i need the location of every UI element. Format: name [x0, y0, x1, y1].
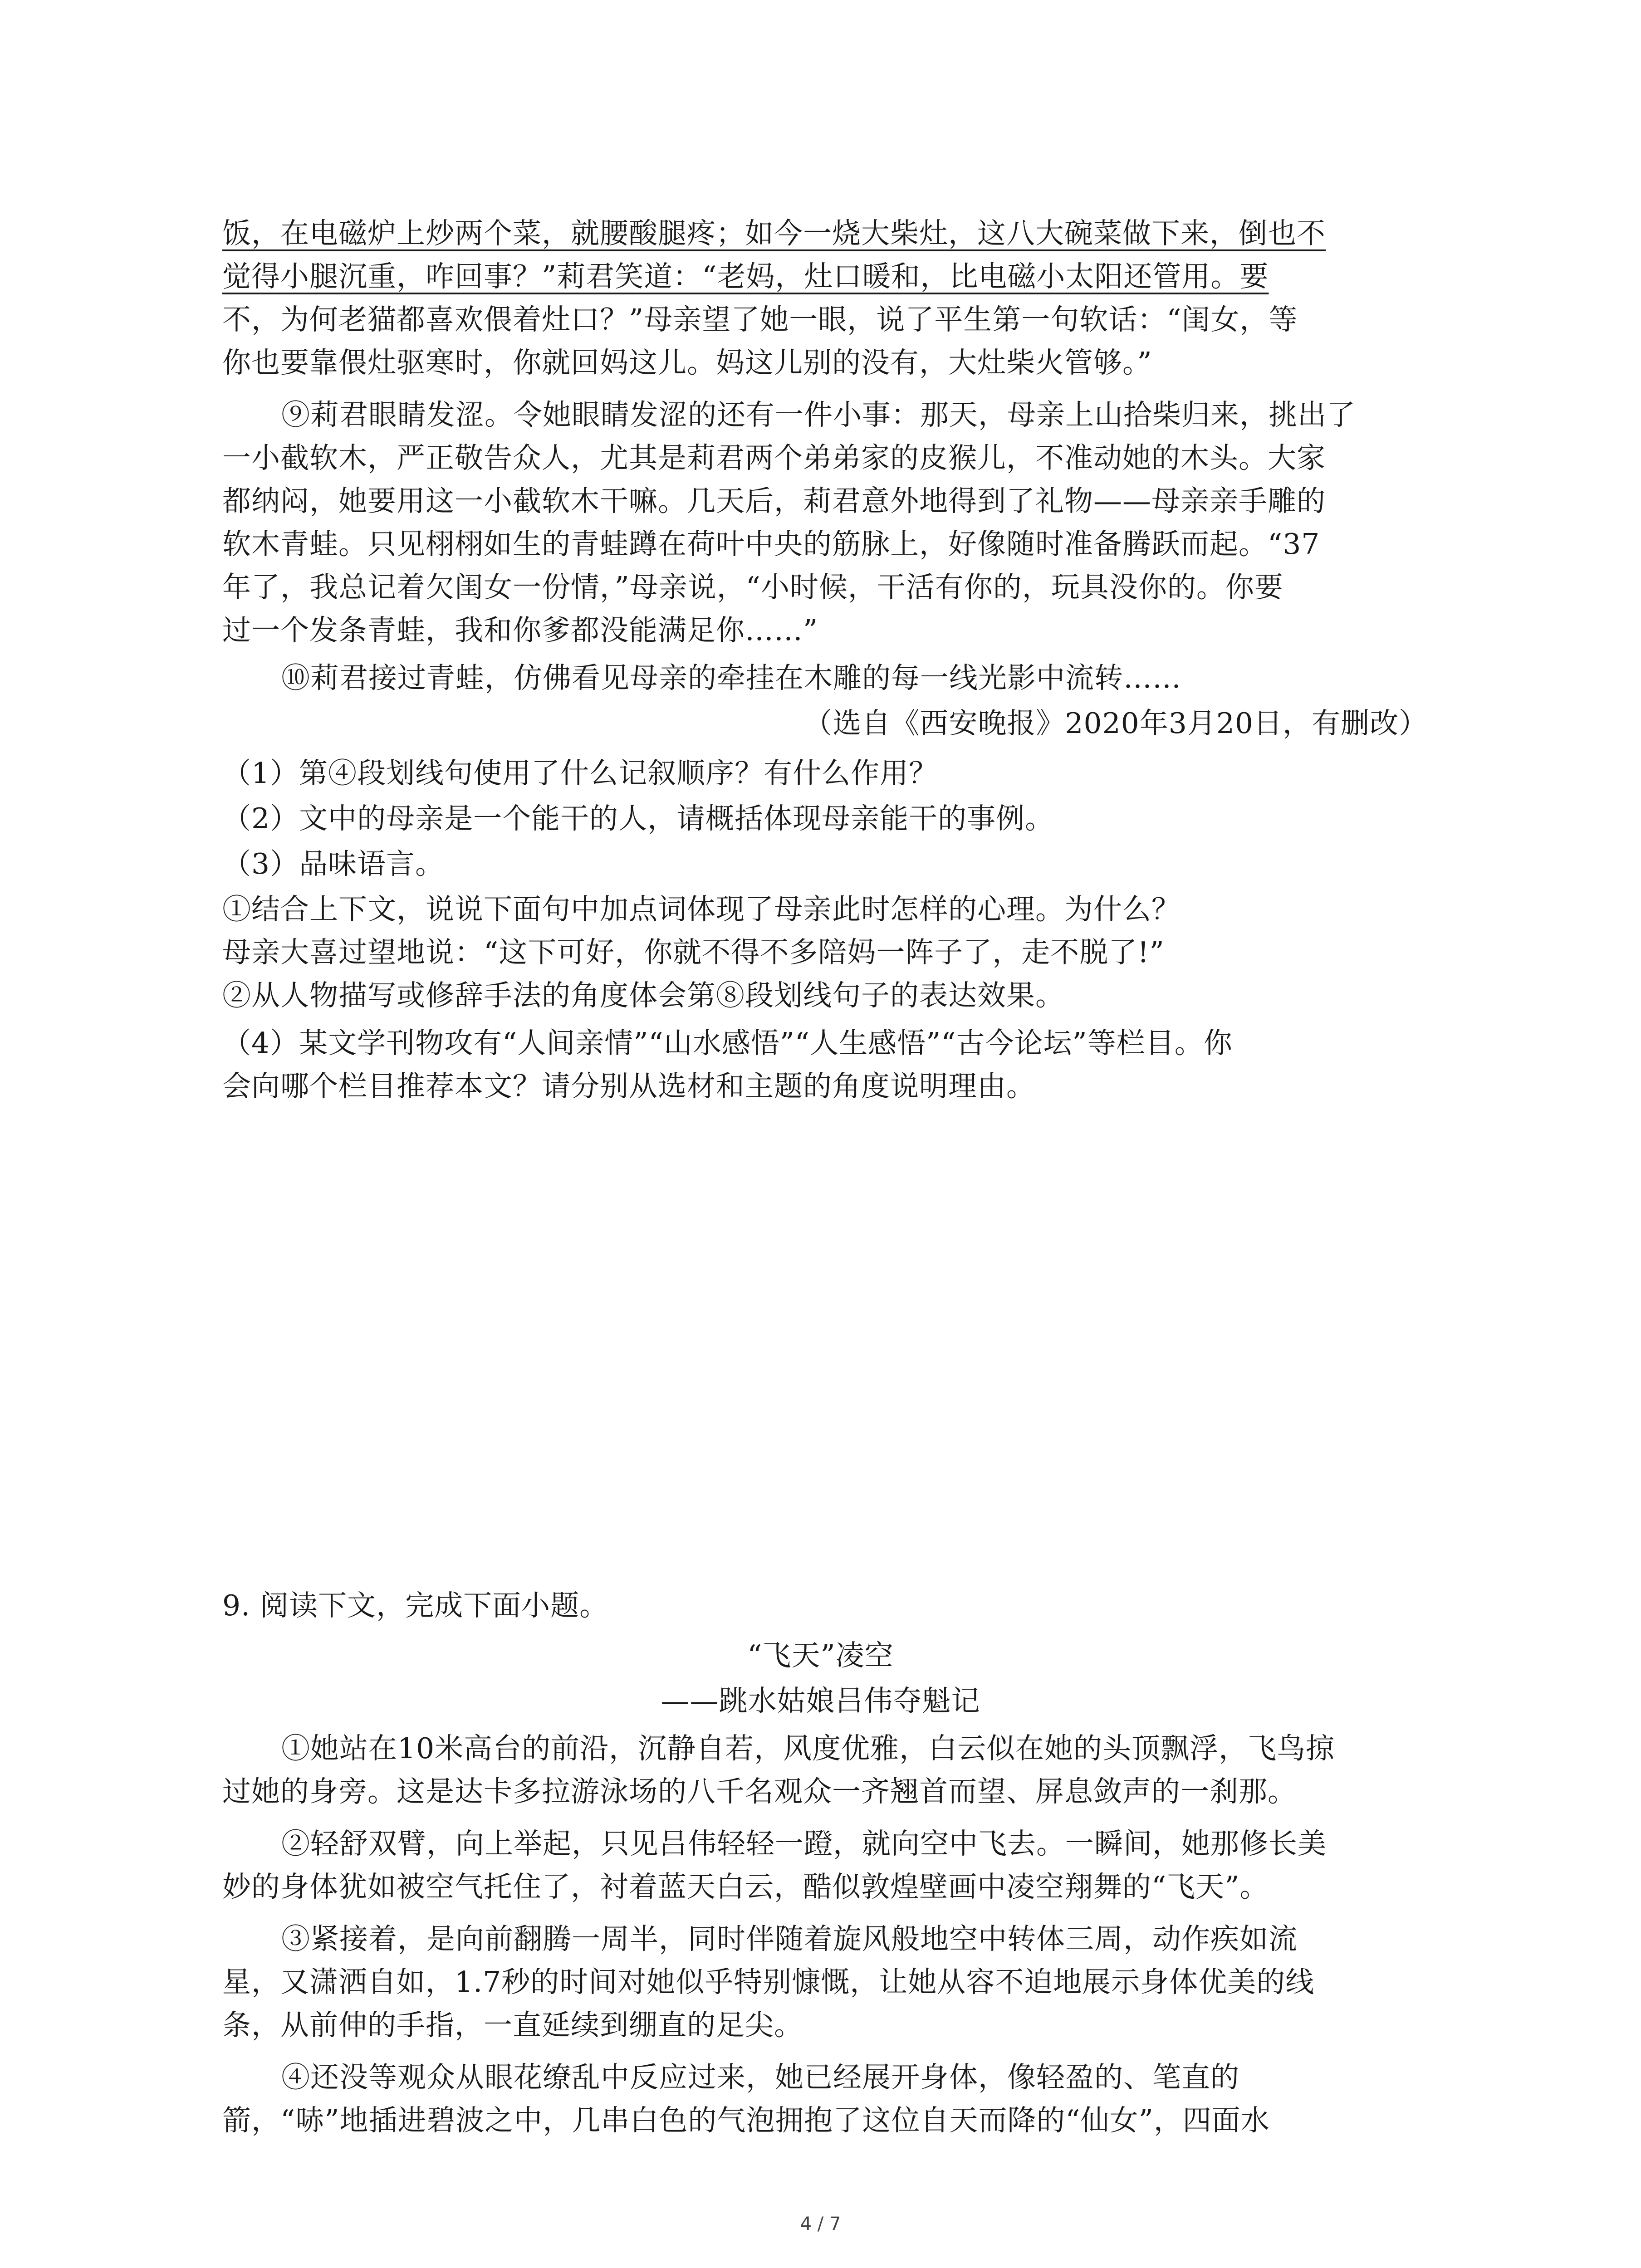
- article-line: 妙的身体犹如被空气托住了，衬着蓝天白云，酷似敦煌壁画中凌空翔舞的“飞天”。: [222, 1870, 1269, 1903]
- passage-line: 你也要靠偎灶驱寒时，你就回妈这儿。妈这儿别的没有，大灶柴火管够。”: [222, 346, 1152, 379]
- passage-line: 软木青蛙。只见栩栩如生的青蛙蹲在荷叶中央的筋脉上，好像随时准备腾跃而起。“37: [222, 528, 1320, 561]
- article-paragraph-2: ②轻舒双臂，向上举起，只见吕伟轻轻一蹬，就向空中飞去。一瞬间，她那修长美: [281, 1827, 1327, 1860]
- question-1: （1）第④段划线句使用了什么记叙顺序？有什么作用？: [222, 757, 938, 790]
- article-paragraph-1: ①她站在10米高台的前沿，沉静自若，风度优雅，白云似在她的头顶飘浮，飞鸟掠: [281, 1732, 1335, 1765]
- article-line: 星，又潇洒自如，1.7秒的时间对她似乎特别慷慨，让她从容不迫地展示身体优美的线: [222, 1965, 1315, 1999]
- passage-line-underlined: 觉得小腿沉重，咋回事？”莉君笑道：“老妈，灶口暖和，比电磁小太阳还管用。要: [222, 260, 1269, 293]
- passage-line: 年了，我总记着欠闺女一份情，”母亲说，“小时候，干活有你的，玩具没你的。你要: [222, 571, 1283, 604]
- passage-line-underlined: 饭，在电磁炉上炒两个菜，就腰酸腿疼；如今一烧大柴灶，这八大碗菜做下来，倒也不: [222, 217, 1326, 250]
- passage-line: 都纳闷，她要用这一小截软木干嘛。几天后，莉君意外地得到了礼物——母亲亲手雕的: [222, 484, 1326, 518]
- source-citation: （选自《西安晚报》2020年3月20日，有删改）: [803, 707, 1428, 740]
- question-9-prompt: 9. 阅读下文，完成下面小题。: [222, 1589, 609, 1622]
- article-title: “飞天”凌空: [747, 1639, 894, 1672]
- paragraph-9-start: ⑨莉君眼睛发涩。令她眼睛发涩的还有一件小事：那天，母亲上山拾柴归来，挑出了: [281, 398, 1356, 431]
- passage-line: 不，为何老猫都喜欢偎着灶口？”母亲望了她一眼，说了平生第一句软话：“闺女，等: [222, 303, 1298, 336]
- paragraph-10: ⑩莉君接过青蛙，仿佛看见母亲的牵挂在木雕的每一线光影中流转……: [281, 661, 1181, 694]
- article-paragraph-4: ④还没等观众从眼花缭乱中反应过来，她已经展开身体，像轻盈的、笔直的: [281, 2061, 1239, 2094]
- question-2: （2）文中的母亲是一个能干的人，请概括体现母亲能干的事例。: [222, 802, 1054, 835]
- article-line: 条，从前伸的手指，一直延续到绷直的足尖。: [222, 2009, 803, 2042]
- quoted-sentence: 母亲大喜过望地说：“这下可好，你就不得不多陪妈一阵子了，走不脱了!”: [222, 936, 1165, 969]
- question-4-cont: 会向哪个栏目推荐本文？请分别从选材和主题的角度说明理由。: [222, 1070, 1035, 1103]
- question-3-part-2: ②从人物描写或修辞手法的角度体会第⑧段划线句子的表达效果。: [222, 979, 1064, 1012]
- article-line: 箭，“哧”地插进碧波之中，几串白色的气泡拥抱了这位自天而降的“仙女”，四面水: [222, 2104, 1270, 2137]
- article-subtitle: ——跳水姑娘吕伟夺魁记: [661, 1684, 980, 1717]
- article-line: 过她的身旁。这是达卡多拉游泳场的八千名观众一齐翘首而望、屏息敛声的一刹那。: [222, 1775, 1297, 1808]
- question-3-part-1: ①结合上下文，说说下面句中加点词体现了母亲此时怎样的心理。为什么？: [222, 893, 1181, 926]
- article-paragraph-3: ③紧接着，是向前翻腾一周半，同时伴随着旋风般地空中转体三周，动作疾如流: [281, 1922, 1298, 1955]
- passage-line: 一小截软木，严正敬告众人，尤其是莉君两个弟弟家的皮猴儿，不准动她的木头。大家: [222, 441, 1326, 474]
- question-3: （3）品味语言。: [222, 847, 445, 880]
- question-4: （4）某文学刊物攻有“人间亲情”“山水感悟”“人生感悟”“古今论坛”等栏目。你: [222, 1026, 1233, 1060]
- passage-line: 过一个发条青蛙，我和你爹都没能满足你……”: [222, 614, 818, 647]
- page-number: 4 / 7: [800, 2214, 841, 2234]
